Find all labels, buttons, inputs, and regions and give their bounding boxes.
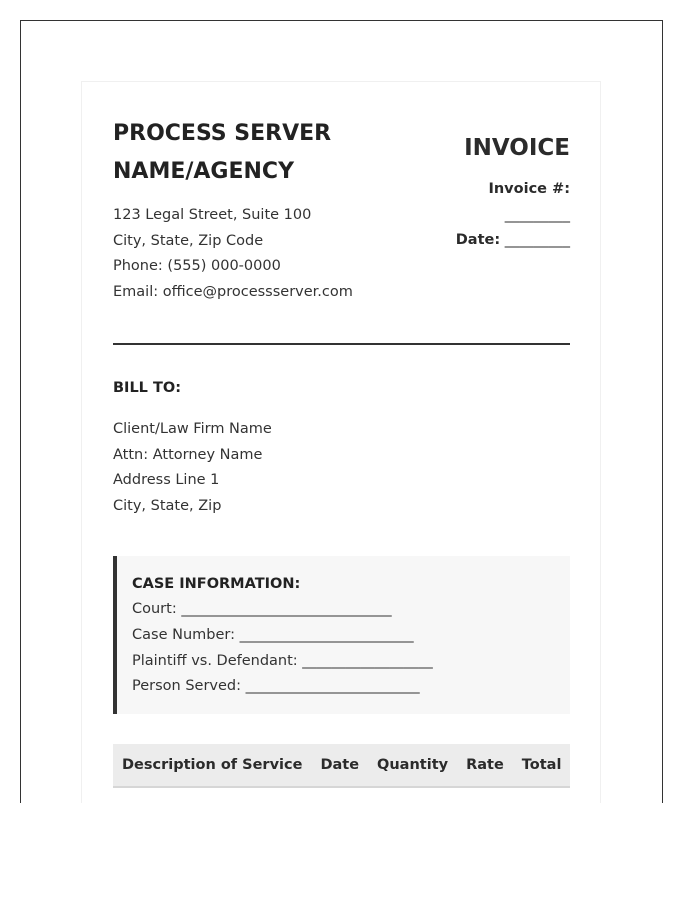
court-field[interactable]: Court: _____________________________	[132, 601, 392, 617]
column-header-date: Date	[311, 744, 368, 787]
client-name: Client/Law Firm Name	[113, 421, 272, 437]
column-header-quantity: Quantity	[368, 744, 457, 787]
column-header-rate: Rate	[457, 744, 513, 787]
table-cell[interactable]	[368, 787, 457, 803]
person-served-field[interactable]: Person Served: ________________________	[132, 678, 420, 695]
client-attention: Attn: Attorney Name	[113, 446, 263, 463]
bill-to-heading: BILL TO:	[113, 380, 181, 396]
invoice-title: INVOICE	[464, 135, 570, 161]
table-cell[interactable]	[113, 787, 311, 803]
table-cell[interactable]	[457, 787, 513, 803]
table-cell[interactable]	[513, 787, 571, 803]
client-city: City, State, Zip	[113, 498, 222, 515]
table-row	[113, 787, 570, 803]
invoice-date-row	[456, 228, 570, 254]
invoice-date-label: Date:	[455, 232, 501, 248]
invoice-info	[456, 133, 570, 254]
invoice-meta	[456, 177, 570, 254]
services-table	[113, 744, 570, 803]
case-information-heading: CASE INFORMATION:	[132, 576, 301, 592]
agency-address-line: 123 Legal Street, Suite 100	[113, 207, 312, 223]
bill-to-address	[113, 417, 570, 520]
invoice-document	[81, 81, 601, 803]
invoice-number-field[interactable]: _________	[504, 206, 570, 223]
parties-field[interactable]: Plaintiff vs. Defendant: __________________	[132, 652, 433, 669]
invoice-header	[113, 115, 570, 306]
services-table-header-row	[113, 744, 570, 787]
case-information-box	[113, 556, 570, 714]
case-number-field[interactable]: Case Number: ________________________	[132, 626, 414, 643]
column-header-description: Description of Service	[113, 744, 311, 787]
invoice-date-field[interactable]: _________	[504, 232, 570, 248]
agency-city-line: City, State, Zip Code	[113, 232, 264, 249]
agency-email: Email: office@processserver.com	[113, 284, 353, 301]
agency-phone: Phone: (555) 000-0000	[113, 258, 281, 275]
header-divider	[113, 343, 570, 345]
client-address: Address Line 1	[113, 472, 220, 489]
page-frame	[20, 20, 663, 803]
invoice-number-label: Invoice #:	[488, 181, 570, 197]
bill-to-section	[113, 376, 570, 520]
column-header-total: Total	[513, 744, 571, 787]
agency-name: PROCESS SERVER NAME/AGENCY	[113, 121, 332, 184]
table-cell[interactable]	[311, 787, 368, 803]
